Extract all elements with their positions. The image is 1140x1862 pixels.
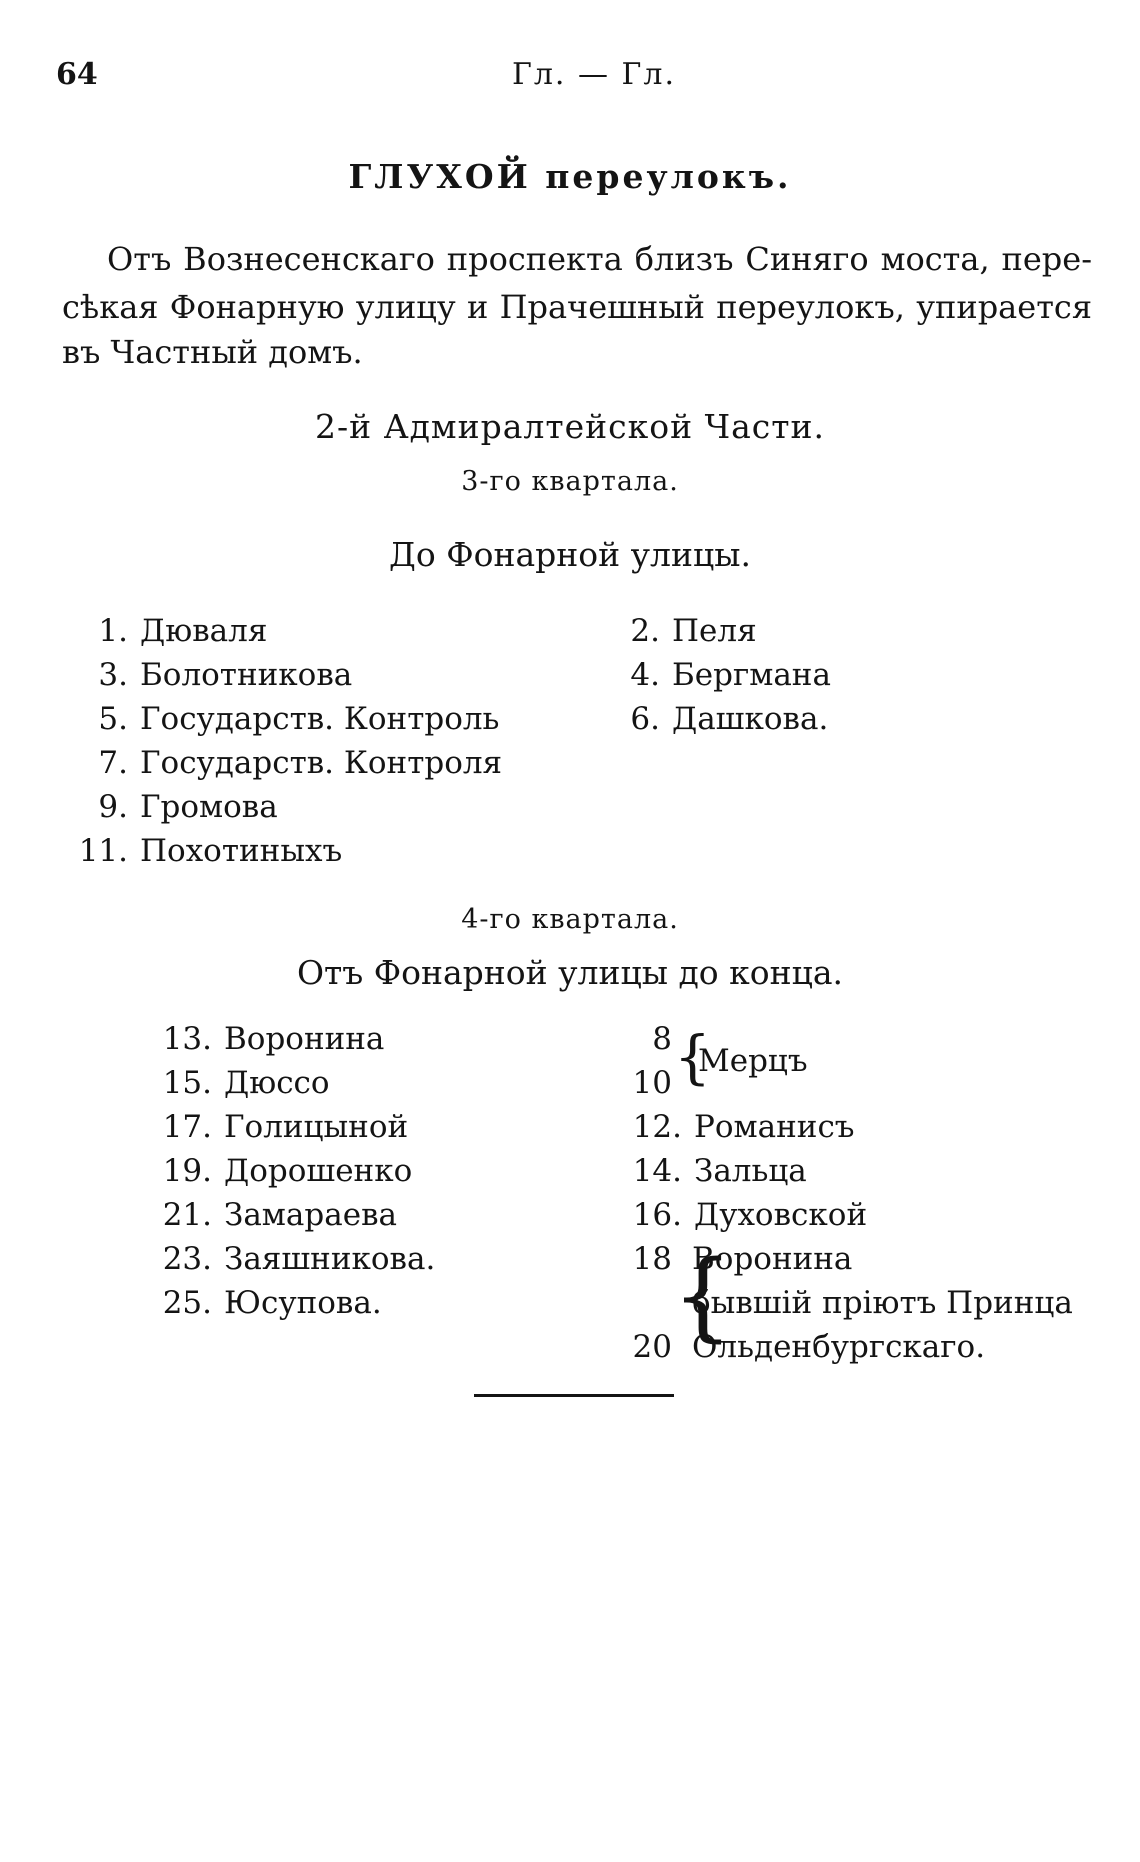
house-group — [620, 1240, 1100, 1378]
house-entry: 23. Заяшникова. — [162, 1241, 436, 1277]
page-number: 64 — [56, 57, 98, 92]
section-heading: Отъ Фонарной улицы до конца. — [296, 953, 844, 992]
house-entry: 9. Громова — [98, 789, 278, 825]
house-entry: 4. Бергмана — [630, 657, 831, 693]
house-entry: 21. Замараева — [162, 1197, 397, 1233]
running-head: Гл. — Гл. — [512, 57, 676, 92]
house-entry: 7. Государств. Контроля — [98, 745, 503, 781]
street-description-line: Отъ Вознесенскаго проспекта близъ Синяго моста, пере- — [107, 240, 1092, 278]
house-entry: 16. Духовской — [632, 1197, 868, 1233]
section-heading: До Фонарной улицы. — [389, 535, 751, 574]
house-owner: Воронина — [692, 1241, 853, 1277]
brace-mark: { — [674, 1023, 711, 1091]
quarter-heading: 4-го квартала. — [461, 904, 679, 935]
street-description-line: въ Частный домъ. — [62, 333, 363, 371]
house-owner: Мерцъ — [698, 1043, 808, 1079]
house-entry: 1. Дюваля — [98, 613, 268, 649]
brace-mark: { — [672, 1240, 734, 1352]
house-entry: 5. Государств. Контроль — [98, 701, 500, 737]
house-entry: 6. Дашкова. — [630, 701, 829, 737]
house-entry: 3. Болотникова — [98, 657, 353, 693]
section-end-rule — [474, 1394, 674, 1397]
street-description-line: сѣкая Фонарную улицу и Прачешный переулокъ, упирается — [62, 288, 1092, 326]
house-entry: 13. Воронина — [162, 1021, 385, 1057]
house-entry: 25. Юсупова. — [162, 1285, 382, 1321]
house-entry: 11. Похотиныхъ — [78, 833, 343, 869]
house-group — [620, 1020, 920, 1110]
house-number: 8 — [652, 1021, 672, 1057]
house-entry: 19. Дорошенко — [162, 1153, 413, 1189]
house-entry: 15. Дюссо — [162, 1065, 330, 1101]
quarter-heading: 3-го квартала. — [461, 466, 679, 497]
part-heading: 2-й Адмиралтейской Части. — [314, 407, 825, 446]
house-owner-note: бывшій пріютъ Принца — [692, 1285, 1073, 1321]
house-owner-note: Ольденбургскаго. — [692, 1329, 986, 1365]
house-number: 18 — [632, 1241, 672, 1277]
house-number: 10 — [632, 1065, 672, 1101]
street-title: ГЛУХОЙ переулокъ. — [348, 157, 792, 196]
house-entry: 12. Романисъ — [632, 1109, 855, 1145]
house-entry: 14. Зальца — [632, 1153, 807, 1189]
house-entry: 17. Голицыной — [162, 1109, 409, 1145]
house-number: 20 — [632, 1329, 672, 1365]
house-entry: 2. Пеля — [630, 613, 757, 649]
